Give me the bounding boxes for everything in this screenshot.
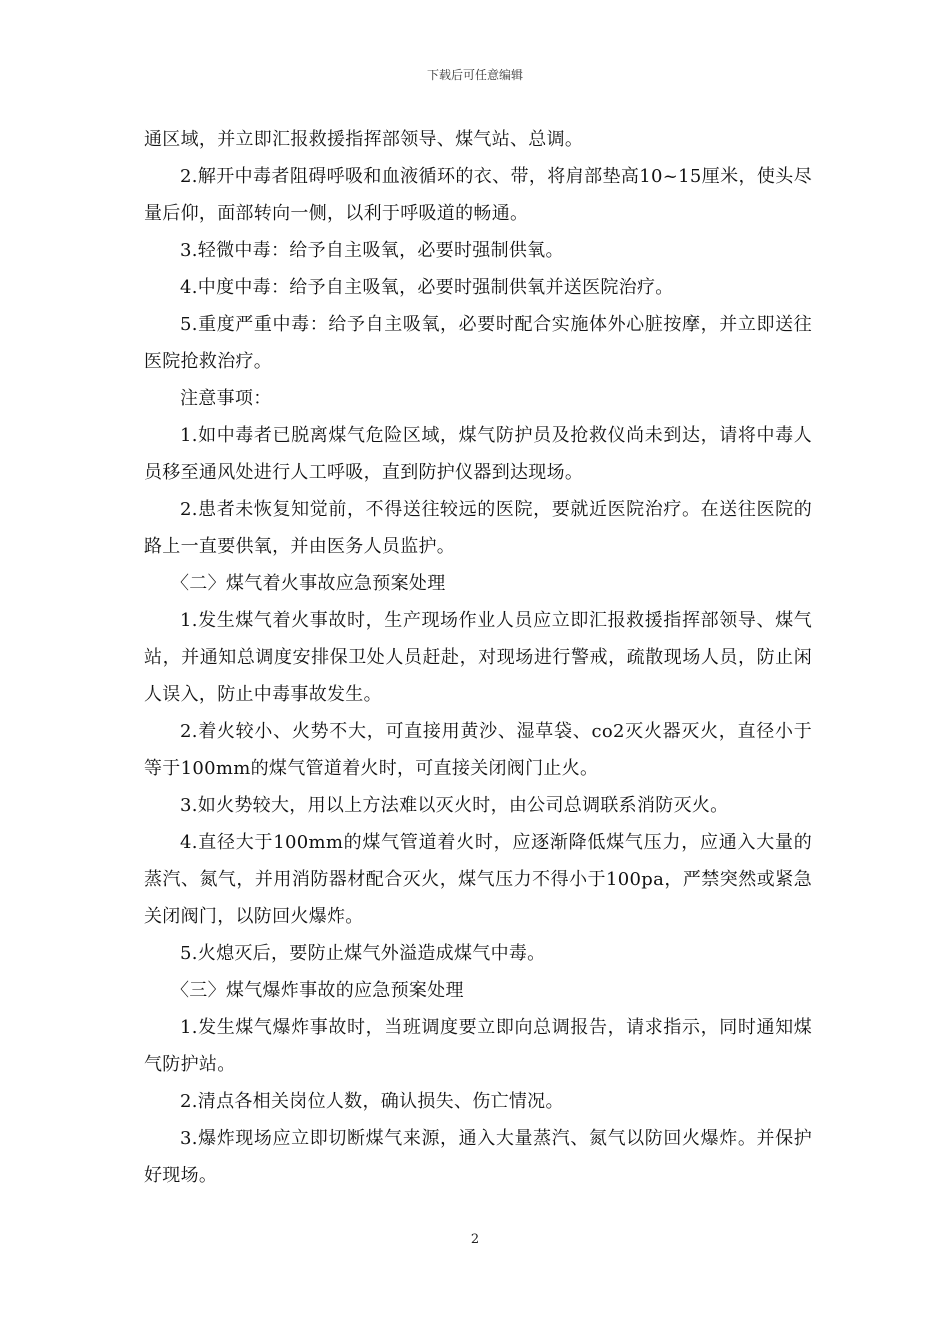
- paragraph: 3.如火势较大，用以上方法难以灭火时，由公司总调联系消防灭火。: [180, 795, 729, 816]
- paragraph: 通区域，并立即汇报救援指挥部领导、煤气站、总调。: [144, 129, 584, 150]
- paragraph: 2.着火较小、火势不大，可直接用黄沙、湿草袋、co2灭火器灭火，直径小于等于100mm的煤气管道着火时，可直接关闭阀门止火。: [144, 721, 812, 779]
- section-heading: 〈二〉煤气着火事故应急预案处理: [171, 573, 446, 594]
- paragraph: 1.发生煤气着火事故时，生产现场作业人员应立即汇报救援指挥部领导、煤气站，并通知总调度安排保卫处人员赶赴，对现场进行警戒，疏散现场人员，防止闲人误入，防止中毒事故发生。: [144, 610, 812, 705]
- page-header: 下载后可任意编辑: [426, 68, 523, 82]
- section-heading: 〈三〉煤气爆炸事故的应急预案处理: [171, 980, 464, 1001]
- paragraph: 1.如中毒者已脱离煤气危险区域，煤气防护员及抢救仪尚未到达，请将中毒人员移至通风处进行人工呼吸，直到防护仪器到达现场。: [144, 425, 812, 483]
- paragraph: 5.火熄灭后，要防止煤气外溢造成煤气中毒。: [180, 943, 546, 964]
- paragraph: 4.直径大于100mm的煤气管道着火时，应逐渐降低煤气压力，应通入大量的蒸汽、氮气，并用消防器材配合灭火，煤气压力不得小于100pa，严禁突然或紧急关闭阀门，以防回火爆炸。: [144, 832, 812, 927]
- notes-heading: 注意事项：: [180, 388, 272, 409]
- paragraph: 1.发生煤气爆炸事故时，当班调度要立即向总调报告，请求指示，同时通知煤气防护站。: [144, 1017, 812, 1075]
- page-number: 2: [470, 1232, 480, 1247]
- paragraph: 2.患者未恢复知觉前，不得送往较远的医院，要就近医院治疗。在送往医院的路上一直要供氧，并由医务人员监护。: [144, 499, 812, 557]
- paragraph: 2.清点各相关岗位人数，确认损失、伤亡情况。: [180, 1091, 564, 1112]
- body-text: [144, 121, 812, 1194]
- paragraph: 3.爆炸现场应立即切断煤气来源，通入大量蒸汽、氮气以防回火爆炸。并保护好现场。: [144, 1128, 812, 1186]
- paragraph: 5.重度严重中毒：给予自主吸氧，必要时配合实施体外心脏按摩，并立即送往医院抢救治疗。: [144, 314, 812, 372]
- paragraph: 2.解开中毒者阻碍呼吸和血液循环的衣、带，将肩部垫高10~15厘米，使头尽量后仰，面部转向一侧，以利于呼吸道的畅通。: [144, 166, 812, 224]
- paragraph: 3.轻微中毒：给予自主吸氧，必要时强制供氧。: [180, 240, 564, 261]
- paragraph: 4.中度中毒：给予自主吸氧，必要时强制供氧并送医院治疗。: [180, 277, 674, 298]
